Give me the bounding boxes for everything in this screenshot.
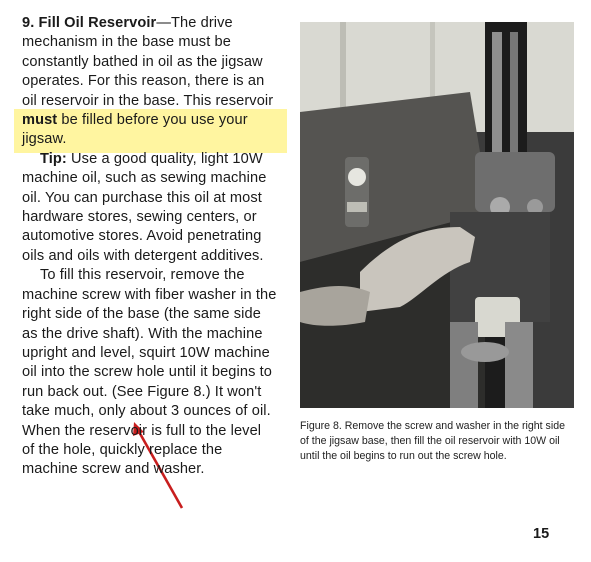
fill-paragraph: To fill this reservoir, remove the machine screw with fiber washer in the right side of the base (the same side as the drive shaft). With the machine upright and level, squirt 10W machine oil into the screw hole until it begins to run back out. (See Figure 8.) It won't take much, only about 3 ounces of oil. When the reservoir is full to the level of the hole, quickly replace the machine screw and washer.	[22, 267, 277, 478]
step-intro-text: —The drive mechanism in the base must be constantly bathed in oil as the jigsaw operates. For this reason, there is an oil reservoir in the base.	[22, 15, 265, 109]
page-number: 15	[533, 526, 550, 542]
step-number: 9.	[22, 15, 35, 31]
oil-can	[345, 157, 369, 227]
jigsaw-photo-illustration	[300, 22, 574, 408]
jigsaw-base	[475, 152, 555, 212]
figure-8-photo	[300, 22, 574, 408]
step-title: Fill Oil Reservoir	[38, 15, 157, 31]
instructions-column	[22, 14, 277, 480]
jigsaw-leg	[505, 322, 533, 408]
tip-label: Tip:	[40, 150, 67, 167]
warning-text-a: This reservoir	[183, 92, 274, 109]
figure-8-caption: Figure 8. Remove the screw and washer in the right side of the jigsaw base, then fill the oil reservoir with 10W oil until the oil begins to run out the screw hole.	[300, 420, 565, 462]
tip-paragraph	[22, 150, 277, 266]
tip-text: Use a good quality, light 10W machine oil, such as sewing machine oil. You can purchase this oil at most hardware stores, sewing centers, or automotive stores. Avoid penetrating oils and oils with detergent additives.	[22, 150, 267, 264]
warning-text-b: be filled before you use your jigsaw.	[22, 112, 248, 148]
step-9-paragraph	[22, 14, 277, 150]
warning-emphasis: must	[22, 112, 58, 129]
